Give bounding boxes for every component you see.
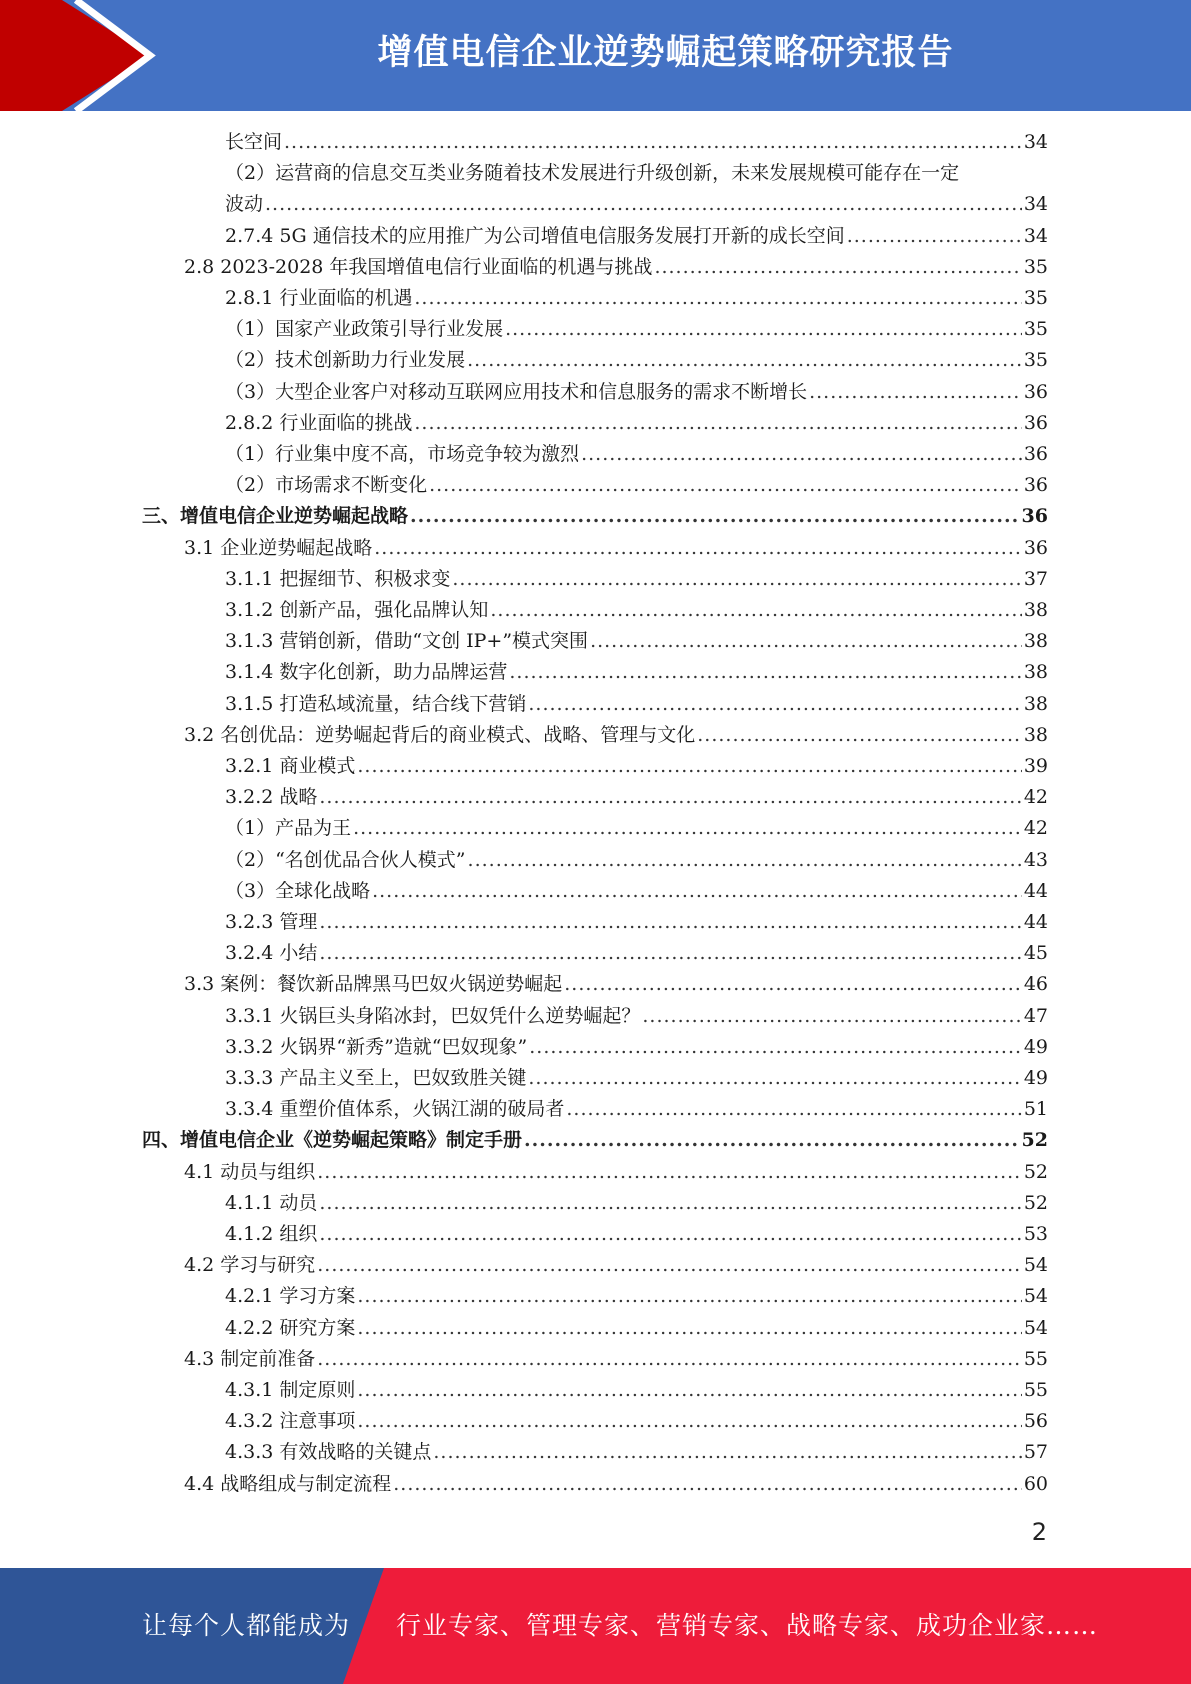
toc-dot-leader: [429, 470, 1022, 500]
toc-entry-title: 4.1.2 组织: [225, 1223, 318, 1245]
toc-entry-row[interactable]: [225, 876, 1048, 906]
toc-entry-title: 4.3 制定前准备: [184, 1347, 316, 1370]
toc-entry-row[interactable]: [225, 1063, 1048, 1093]
footer-slogan-left: 让每个人都能成为: [142, 1611, 351, 1640]
toc-entry-title: （1）国家产业政策引导行业发展: [225, 318, 504, 341]
toc-dot-leader: [414, 283, 1021, 313]
toc-entry-title: 3.3.4 重塑价值体系，火锅江湖的破局者: [225, 1098, 565, 1121]
toc-entry-row[interactable]: [225, 345, 1048, 375]
toc-page-number: 38: [1023, 599, 1048, 621]
toc-entry-title: 3.2.1 商业模式: [225, 755, 356, 777]
toc-dot-leader: [467, 345, 1022, 375]
toc-dot-leader: [505, 314, 1022, 344]
toc-entry-title: 4.3.1 制定原则: [225, 1379, 356, 1401]
toc-dot-leader: [654, 252, 1021, 282]
toc-entry-title: 4.1.1 动员: [225, 1191, 318, 1214]
toc-entry-title: 4.4 战略组成与制定流程: [184, 1472, 392, 1495]
toc-page-number: 51: [1023, 1098, 1048, 1121]
toc-dot-leader: [265, 189, 1022, 219]
toc-entry-row[interactable]: [225, 1001, 1048, 1031]
toc-entry-row[interactable]: [184, 1157, 1048, 1187]
toc-entry-title: （1）产品为王: [225, 817, 352, 840]
toc-entry-title: 4.2.1 学习方案: [225, 1285, 356, 1308]
toc-page-number: 42: [1023, 786, 1048, 809]
toc-page-number: 38: [1023, 630, 1048, 653]
toc-page-number: 36: [1023, 411, 1048, 434]
toc-entry-row[interactable]: [225, 1281, 1048, 1311]
page-number: 2: [1031, 1518, 1047, 1546]
toc-entry-title: 2.8.2 行业面临的挑战: [225, 411, 413, 434]
toc-page-number: 55: [1023, 1347, 1048, 1370]
toc-entry-title: 4.3.3 有效战略的关键点: [225, 1441, 432, 1464]
toc-dot-leader: [642, 1001, 1021, 1031]
toc-entry-title: 3.3.3 产品主义至上，巴奴致胜关键: [225, 1067, 527, 1089]
toc-page-number: 42: [1023, 817, 1048, 840]
toc-dot-leader: [490, 595, 1021, 625]
toc-entry-row[interactable]: [225, 1375, 1048, 1405]
toc-entry-title: 4.1 动员与组织: [184, 1160, 316, 1183]
footer-slogan-right: 行业专家、管理专家、营销专家、战略专家、成功企业家……: [396, 1611, 1099, 1640]
toc-entry-title: 3.1 企业逆势崛起战略: [184, 536, 373, 559]
toc-dot-leader: [410, 501, 1020, 531]
toc-dot-leader: [847, 221, 1022, 251]
toc-entry-title: （2）市场需求不断变化: [225, 474, 428, 497]
toc-page-number: 47: [1023, 1004, 1048, 1027]
toc-dot-leader: [357, 1313, 1021, 1343]
toc-page-number: 54: [1023, 1254, 1048, 1277]
toc-page-number: 54: [1023, 1316, 1048, 1339]
toc-page-number: 36: [1023, 443, 1048, 465]
toc-page-number: 44: [1023, 879, 1048, 902]
toc-page-number: 46: [1023, 973, 1048, 996]
toc-entry-row[interactable]: [225, 408, 1048, 438]
toc-entry-title: 3.2.4 小结: [225, 942, 318, 965]
toc-dot-leader: [357, 1281, 1021, 1311]
toc-entry-row[interactable]: [225, 751, 1048, 781]
toc-entry-row[interactable]: [184, 252, 1048, 282]
toc-page-number: 43: [1023, 848, 1048, 871]
toc-entry-title: 3.1.4 数字化创新，助力品牌运营: [225, 661, 508, 684]
toc-entry-title: 3.3.2 火锅界“新秀”造就“巴奴现象”: [225, 1035, 528, 1058]
toc-dot-leader: [393, 1469, 1022, 1499]
toc-dot-leader: [319, 1188, 1021, 1218]
toc-dot-leader: [564, 969, 1022, 999]
toc-page-number: 38: [1023, 692, 1048, 715]
toc-entry-row[interactable]: [225, 938, 1048, 968]
toc-entry-title: 四、增值电信企业《逆势崛起策略》制定手册: [142, 1129, 523, 1152]
toc-entry-title: 3.2.3 管理: [225, 911, 318, 933]
toc-page-number: 45: [1023, 942, 1048, 965]
red-chevron-icon: [0, 0, 160, 111]
toc-dot-leader: [509, 657, 1021, 687]
toc-entry-row[interactable]: [225, 907, 1048, 937]
toc-entry-row[interactable]: [225, 1313, 1048, 1343]
toc-entry-title: （1）行业集中度不高，市场竞争较为激烈: [225, 443, 580, 465]
toc-entry-title: 波动: [225, 193, 264, 216]
toc-entry-title: 4.2.2 研究方案: [225, 1316, 356, 1339]
toc-page-number: 52: [1023, 1160, 1048, 1183]
toc-dot-leader: [528, 1063, 1021, 1093]
toc-entry-row[interactable]: [225, 470, 1048, 500]
toc-page-number: 39: [1023, 755, 1048, 777]
toc-entry-row[interactable]: [184, 720, 1048, 750]
toc-dot-leader: [319, 907, 1021, 937]
toc-entry-row[interactable]: [225, 189, 1048, 219]
toc-dot-leader: [353, 813, 1022, 843]
toc-entry-title: （2）“名创优品合伙人模式”: [225, 848, 466, 871]
toc-page-number: 35: [1023, 287, 1048, 309]
toc-entry-title: （2）技术创新助力行业发展: [225, 349, 466, 372]
toc-entry-row[interactable]: [184, 533, 1048, 563]
toc-entry-row[interactable]: [225, 595, 1048, 625]
toc-page-number: 52: [1021, 1129, 1048, 1152]
toc-entry-row[interactable]: [225, 845, 1048, 875]
toc-entry-title: 长空间: [225, 131, 283, 153]
toc-page-number: 36: [1021, 505, 1048, 528]
toc-entry-row[interactable]: [225, 1219, 1048, 1249]
toc-entry-title: （3）全球化战略: [225, 879, 371, 902]
toc-entry-row[interactable]: [225, 657, 1048, 687]
toc-page-number: 34: [1023, 193, 1048, 216]
toc-entry-row[interactable]: [225, 439, 1048, 469]
toc-entry-title: 三、增值电信企业逆势崛起战略: [142, 505, 409, 528]
document-title: 增值电信企业逆势崛起策略研究报告: [377, 33, 954, 73]
toc-entry-row[interactable]: [225, 1032, 1048, 1062]
toc-dot-leader: [284, 127, 1022, 157]
toc-dot-leader: [414, 408, 1021, 438]
toc-dot-leader: [319, 782, 1021, 812]
toc-page-number: 35: [1023, 349, 1048, 372]
toc-entry-title: 2.7.4 5G 通信技术的应用推广为公司增值电信服务发展打开新的成长空间: [225, 224, 845, 247]
toc-entry-title: 3.1.3 营销创新，借助“文创 IP+”模式突围: [225, 630, 589, 653]
toc-entry-title: （2）运营商的信息交互类业务随着技术发展进行升级创新，未来发展规模可能存在一定: [225, 162, 960, 185]
toc-dot-leader: [319, 938, 1021, 968]
toc-dot-leader: [528, 689, 1021, 719]
toc-entry-title: 4.3.2 注意事项: [225, 1410, 356, 1433]
toc-dot-leader: [357, 751, 1021, 781]
toc-dot-leader: [524, 1125, 1020, 1155]
toc-entry-title: 4.2 学习与研究: [184, 1254, 316, 1277]
toc-page-number: 35: [1023, 255, 1048, 278]
toc-dot-leader: [374, 533, 1022, 563]
toc-entry-title: 3.1.1 把握细节、积极求变: [225, 567, 451, 590]
toc-entry-row[interactable]: [225, 689, 1048, 719]
toc-entry-row[interactable]: [225, 1094, 1048, 1124]
toc-dot-leader: [319, 1219, 1021, 1249]
toc-entry-row[interactable]: [225, 283, 1048, 313]
toc-page-number: 57: [1023, 1441, 1048, 1464]
toc-page-number: 52: [1023, 1191, 1048, 1214]
toc-entry-row[interactable]: [225, 1188, 1048, 1218]
toc-page-number: 35: [1023, 318, 1048, 341]
toc-entry-title: 3.3.1 火锅巨头身陷冰封，巴奴凭什么逆势崛起？: [225, 1004, 641, 1027]
toc-dot-leader: [317, 1157, 1022, 1187]
page-footer: [0, 1568, 1191, 1684]
toc-dot-leader: [697, 720, 1022, 750]
toc-dot-leader: [372, 876, 1022, 906]
toc-dot-leader: [357, 1406, 1021, 1436]
toc-entry-title: 3.2 名创优品：逆势崛起背后的商业模式、战略、管理与文化: [184, 723, 696, 746]
toc-entry-row[interactable]: [184, 1344, 1048, 1374]
toc-entry-row[interactable]: [184, 1250, 1048, 1280]
toc-chapter-row[interactable]: [142, 1125, 1048, 1155]
toc-entry-row[interactable]: [184, 969, 1048, 999]
toc-entry-row[interactable]: [225, 314, 1048, 344]
toc-page-number: 49: [1023, 1067, 1048, 1089]
toc-dot-leader: [529, 1032, 1022, 1062]
toc-entry-row[interactable]: [225, 127, 1048, 157]
toc-page-number: 34: [1023, 224, 1048, 247]
toc-page-number: 36: [1023, 380, 1048, 403]
toc-page-number: 53: [1023, 1223, 1048, 1245]
toc-entry-title: 3.3 案例：餐饮新品牌黑马巴奴火锅逆势崛起: [184, 973, 563, 996]
toc-entry-row[interactable]: [225, 377, 1048, 407]
toc-entry-row[interactable]: [225, 1437, 1048, 1467]
toc-entry-row[interactable]: [225, 221, 1048, 251]
toc-dot-leader: [590, 626, 1022, 656]
toc-entry-row[interactable]: [225, 813, 1048, 843]
toc-chapter-row[interactable]: [142, 501, 1048, 531]
toc-page-number: 37: [1023, 567, 1048, 590]
toc-entry-row[interactable]: [225, 1406, 1048, 1436]
toc-page-number: 34: [1023, 131, 1048, 153]
toc-entry-title: 3.1.2 创新产品，强化品牌认知: [225, 599, 489, 621]
toc-entry-row[interactable]: [225, 158, 1048, 188]
toc-page-number: 38: [1023, 723, 1048, 746]
toc-entry-title: 2.8.1 行业面临的机遇: [225, 287, 413, 309]
toc-page-number: 36: [1023, 536, 1048, 559]
toc-entry-title: 2.8 2023-2028 年我国增值电信行业面临的机遇与挑战: [184, 255, 653, 278]
toc-dot-leader: [317, 1250, 1022, 1280]
toc-entry-title: （3）大型企业客户对移动互联网应用技术和信息服务的需求不断增长: [225, 380, 808, 403]
toc-entry-row[interactable]: [225, 564, 1048, 594]
toc-dot-leader: [468, 845, 1022, 875]
toc-entry-row[interactable]: [225, 626, 1048, 656]
toc-entry-row[interactable]: [184, 1469, 1048, 1499]
toc-dot-leader: [357, 1375, 1021, 1405]
toc-entry-title: 3.2.2 战略: [225, 786, 318, 809]
toc-dot-leader: [566, 1094, 1021, 1124]
toc-dot-leader: [809, 377, 1022, 407]
toc-dot-leader: [452, 564, 1021, 594]
toc-page-number: 44: [1023, 911, 1048, 933]
toc-page-number: 38: [1023, 661, 1048, 684]
toc-entry-row[interactable]: [225, 782, 1048, 812]
page-header: [0, 0, 1191, 111]
toc-page-number: 55: [1023, 1379, 1048, 1401]
toc-entry-title: 3.1.5 打造私域流量，结合线下营销: [225, 692, 527, 715]
toc-page-number: 36: [1023, 474, 1048, 497]
toc-dot-leader: [317, 1344, 1022, 1374]
toc-page-number: 56: [1023, 1410, 1048, 1433]
toc-page-number: 49: [1023, 1035, 1048, 1058]
toc-page-number: 60: [1023, 1472, 1048, 1495]
toc-page-number: 54: [1023, 1285, 1048, 1308]
toc-dot-leader: [581, 439, 1022, 469]
toc-dot-leader: [433, 1437, 1021, 1467]
